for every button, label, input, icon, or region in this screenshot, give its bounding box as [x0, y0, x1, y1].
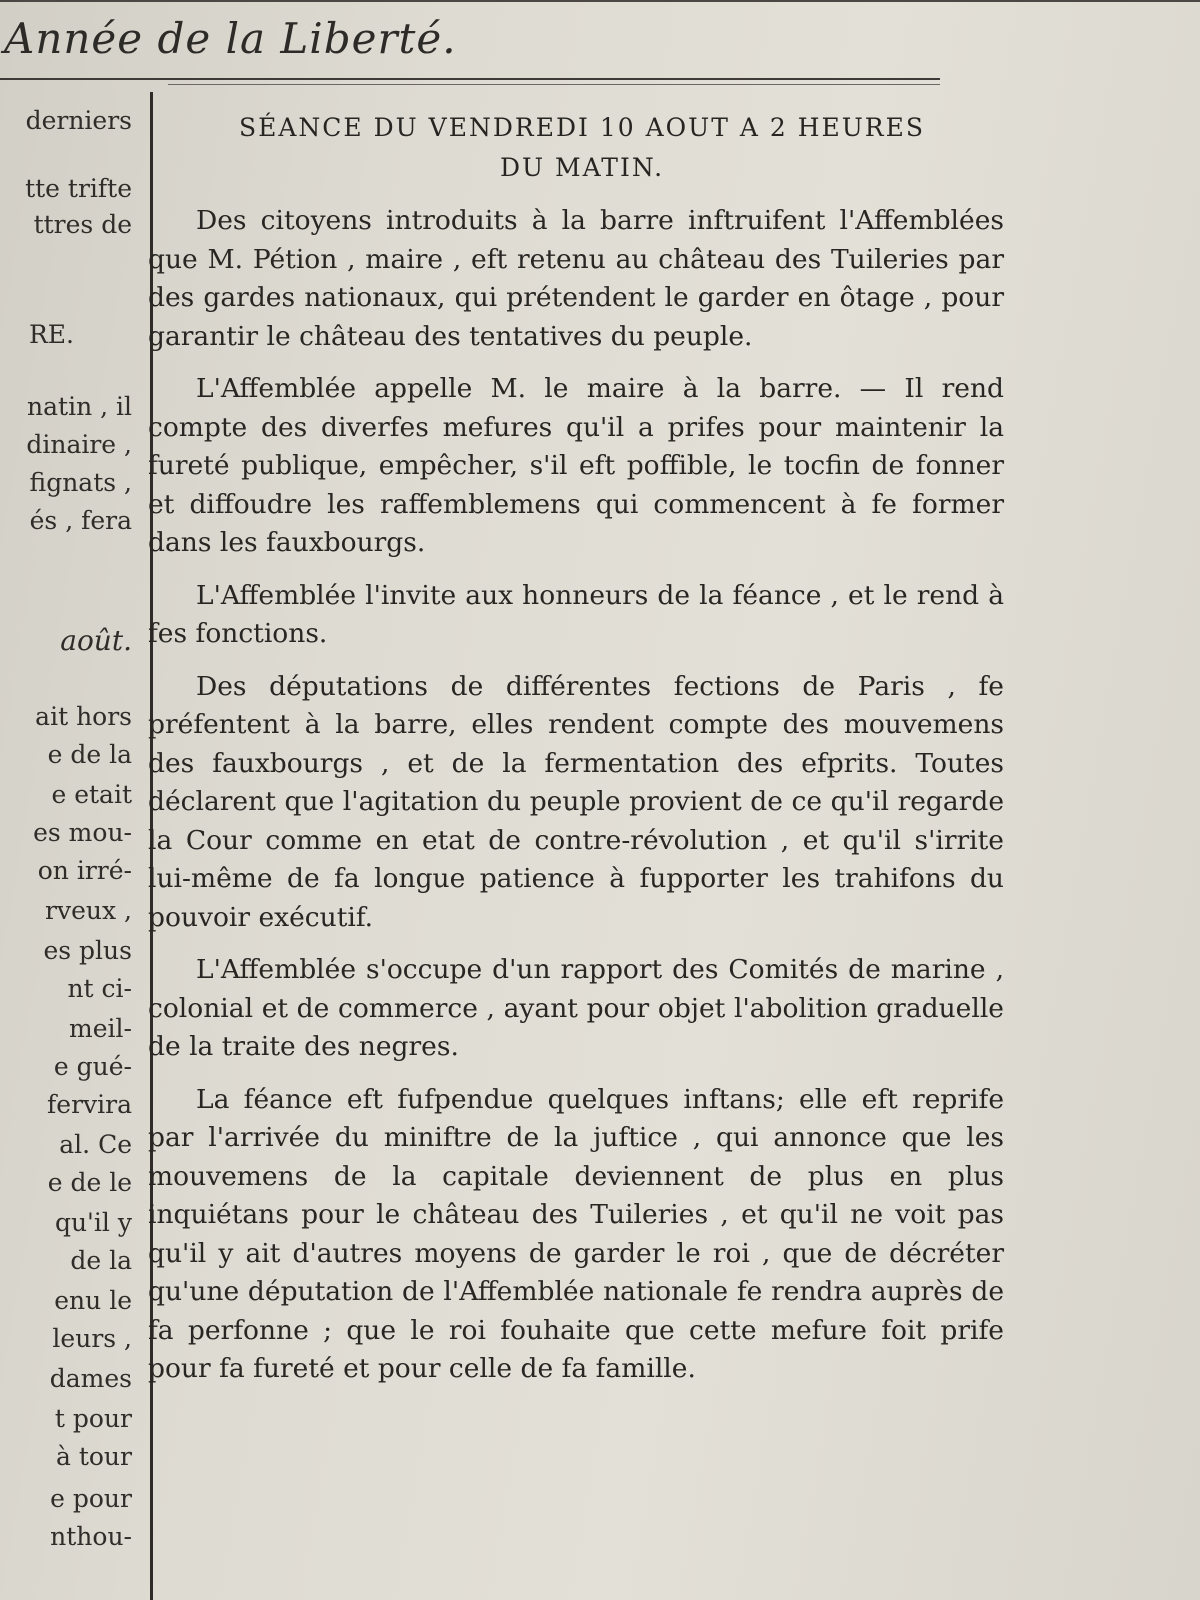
left-fragment: meil- [69, 1014, 132, 1043]
left-fragment: es mou- [33, 818, 132, 847]
left-fragment: nthou- [50, 1522, 132, 1551]
left-fragment: fignats , [29, 468, 132, 497]
left-fragment: ttres de [33, 210, 132, 239]
left-fragment: à tour [55, 1442, 132, 1471]
left-fragment: RE. [28, 320, 74, 349]
left-fragment: al. Ce [59, 1130, 132, 1159]
left-fragment: de la [70, 1246, 132, 1275]
left-fragment: derniers [25, 106, 132, 135]
paragraph-3: L'Affemblée l'invite aux honneurs de la féance , et le rend à fes fonctions. [148, 579, 1004, 649]
left-fragment: on irré- [37, 856, 132, 885]
left-fragment: rveux , [45, 896, 132, 925]
left-fragment: ait hors [35, 702, 132, 731]
article-title-line-2: DU MATIN. [499, 153, 665, 182]
left-fragment: qu'il y [54, 1208, 132, 1237]
top-border [0, 0, 1200, 2]
left-fragment: t pour [54, 1404, 132, 1433]
left-fragment: e gué- [53, 1052, 132, 1081]
left-fragment: fervira [47, 1090, 132, 1119]
left-fragment: dames [49, 1364, 132, 1393]
article-title [148, 108, 1004, 188]
left-fragment: nt ci- [67, 974, 132, 1003]
left-fragment: dinaire , [26, 430, 132, 459]
paragraph-2: L'Affemblée appelle M. le maire à la barre. — Il rend compte des diverfes mefures qu'il a prifes pour maintenir la fureté publique, empêcher, s'il eft poffible, le tocfin de fonner et diffoudre les raffemblemens qui commencent à fe former dans les fauxbourgs. [148, 373, 1004, 558]
left-fragment: e etait [51, 780, 132, 809]
left-fragment: natin , il [27, 392, 132, 421]
left-fragment: e de le [47, 1168, 132, 1197]
article-title-line-1: SÉANCE DU VENDREDI 10 AOUT A 2 HEURES [238, 113, 926, 142]
left-fragment: août. [60, 624, 132, 657]
paragraph-4: Des députations de différentes fections de Paris , fe préfentent à la barre, elles rendent compte des mouvemens des fauxbourgs , et de la fermentation des efprits. Toutes déclarent que l'agitation du peuple provient de ce qu'il regarde la Cour comme en etat de contre-révolution , et qu'il s'irrite lui-même de fa longue patience à fupporter les trahifons du pouvoir exécutif. [148, 670, 1004, 933]
main-article [148, 108, 1004, 1403]
left-fragment: tte trifte [25, 174, 132, 203]
left-column-fragments [0, 100, 140, 1600]
left-fragment: és , fera [29, 506, 132, 535]
left-fragment: leurs , [52, 1324, 132, 1353]
header-rule-secondary [168, 84, 940, 85]
paragraph-6: La féance eft fufpendue quelques inftans; elle eft reprife par l'arrivée du miniftre de la juftice , qui annonce que les mouvemens de la capitale deviennent de plus en plus inquiétans pour le château des Tuileries , et qu'il ne voit pas qu'il y ait d'autres moyens de garder le roi , que de décréter qu'une députation de l'Affemblée nationale fe rendra auprès de fa perfonne ; que le roi fouhaite que cette mefure foit prife pour fa fureté et pour celle de fa famille. [148, 1083, 1004, 1384]
running-header: Année de la Liberté. [4, 14, 457, 63]
left-fragment: e de la [47, 740, 132, 769]
header-rule [0, 78, 940, 80]
paragraph-1: Des citoyens introduits à la barre inftruifent l'Affemblées que M. Pétion , maire , eft retenu au château des Tuileries par des gardes nationaux, qui prétendent le garder en ôtage , pour garantir le château des tentatives du peuple. [148, 205, 1004, 352]
left-fragment: e pour [50, 1484, 132, 1513]
left-fragment: es plus [43, 936, 132, 965]
left-fragment: enu le [54, 1286, 132, 1315]
paragraph-5: L'Affemblée s'occupe d'un rapport des Comités de marine , colonial et de commerce , ayant pour objet l'abolition graduelle de la traite des negres. [148, 954, 1004, 1062]
